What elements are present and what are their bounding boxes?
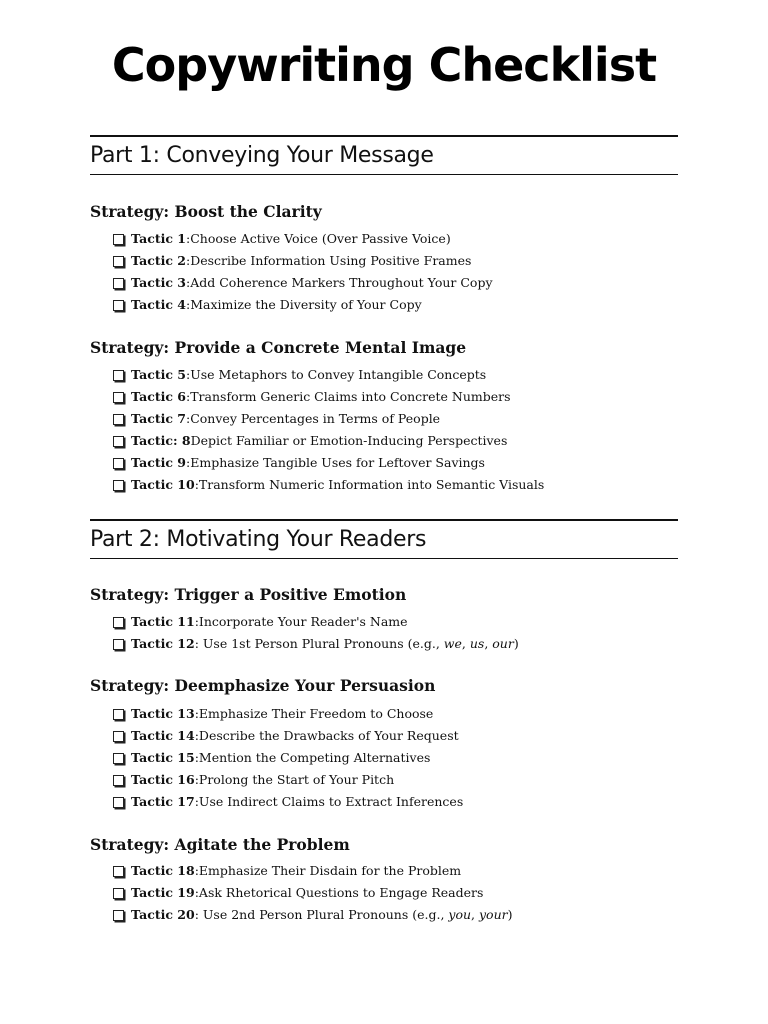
- tactic-separator: :: [186, 389, 191, 404]
- checkbox-icon[interactable]: [113, 639, 124, 650]
- strategy-heading: Strategy: Boost the Clarity: [90, 202, 322, 221]
- checkbox-icon[interactable]: [113, 797, 124, 808]
- tactic-separator: :: [194, 750, 199, 765]
- tactic-separator: :: [194, 728, 199, 743]
- tactic-item-12[interactable]: [112, 633, 519, 655]
- checkbox-icon[interactable]: [113, 910, 124, 921]
- strategy-heading: Strategy: Agitate the Problem: [90, 835, 350, 854]
- tactic-list: [112, 228, 493, 316]
- tactic-separator: :: [194, 772, 199, 787]
- tactic-name: Tactic 11: [131, 614, 195, 629]
- tactic-separator: :: [194, 794, 199, 809]
- example-word: we: [443, 636, 462, 651]
- tactic-text: Use Indirect Claims to Extract Inferences: [198, 794, 464, 809]
- example-word: your: [478, 907, 508, 922]
- example-close: ): [507, 907, 513, 922]
- checkbox-icon[interactable]: [113, 278, 124, 289]
- checkbox-icon[interactable]: [113, 731, 124, 742]
- tactic-separator: :: [194, 706, 199, 721]
- tactic-name: Tactic 14: [131, 728, 195, 743]
- example-comma: ,: [461, 636, 470, 651]
- tactic-name: Tactic: 8: [131, 433, 191, 448]
- tactic-text: Choose Active Voice (Over Passive Voice): [190, 231, 451, 246]
- tactic-separator: :: [186, 275, 191, 290]
- tactic-text: Use 1st Person Plural Pronouns (e.g.,: [198, 636, 444, 651]
- tactic-item-3[interactable]: [112, 272, 493, 294]
- checkbox-icon[interactable]: [113, 480, 124, 491]
- tactic-separator: :: [194, 614, 199, 629]
- tactic-text: Maximize the Diversity of Your Copy: [190, 297, 422, 312]
- tactic-separator: :: [186, 455, 191, 470]
- tactic-item-18[interactable]: [112, 860, 513, 882]
- tactic-item-13[interactable]: [112, 703, 463, 725]
- tactic-item-4[interactable]: [112, 294, 493, 316]
- tactic-name: Tactic 7: [131, 411, 186, 426]
- checkbox-icon[interactable]: [113, 234, 124, 245]
- tactic-text: Prolong the Start of Your Pitch: [198, 772, 395, 787]
- tactic-item-17[interactable]: [112, 791, 463, 813]
- tactic-separator: :: [194, 885, 199, 900]
- part-title: Part 1: Conveying Your Message: [90, 143, 434, 168]
- strategy-heading: Strategy: Deemphasize Your Persuasion: [90, 676, 436, 695]
- example-comma: ,: [471, 907, 479, 922]
- tactic-name: Tactic 19: [131, 885, 195, 900]
- tactic-item-6[interactable]: [112, 386, 544, 408]
- tactic-name: Tactic 15: [131, 750, 195, 765]
- page-title: Copywriting Checklist: [111, 38, 657, 92]
- example-word: us: [469, 636, 485, 651]
- checkbox-icon[interactable]: [113, 753, 124, 764]
- tactic-list: [112, 611, 519, 655]
- tactic-text: Describe Information Using Positive Frames: [190, 253, 472, 268]
- checkbox-icon[interactable]: [113, 775, 124, 786]
- strategy-heading: Strategy: Provide a Concrete Mental Image: [90, 338, 467, 357]
- tactic-name: Tactic 1: [131, 231, 186, 246]
- tactic-item-1[interactable]: [112, 228, 493, 250]
- tactic-text: Use 2nd Person Plural Pronouns (e.g.,: [198, 907, 449, 922]
- checkbox-icon[interactable]: [113, 709, 124, 720]
- example-word: our: [492, 636, 514, 651]
- checkbox-icon[interactable]: [113, 300, 124, 311]
- tactic-text: Transform Numeric Information into Semantic Visuals: [198, 477, 545, 492]
- tactic-separator: :: [186, 367, 191, 382]
- tactic-name: Tactic 4: [131, 297, 186, 312]
- strategy-heading: Strategy: Trigger a Positive Emotion: [90, 585, 407, 604]
- tactic-name: Tactic 9: [131, 455, 186, 470]
- tactic-item-9[interactable]: [112, 452, 544, 474]
- part-title: Part 2: Motivating Your Readers: [90, 527, 427, 552]
- tactic-text: Use Metaphors to Convey Intangible Concepts: [190, 367, 487, 382]
- checkbox-icon[interactable]: [113, 888, 124, 899]
- tactic-list: [112, 860, 513, 926]
- checkbox-icon[interactable]: [113, 458, 124, 469]
- example-comma: ,: [484, 636, 493, 651]
- tactic-separator: :: [194, 477, 199, 492]
- tactic-list: [112, 364, 544, 496]
- tactic-list: [112, 703, 463, 813]
- part-header-2: [90, 519, 678, 559]
- tactic-text: Ask Rhetorical Questions to Engage Readers: [198, 885, 484, 900]
- tactic-text: Incorporate Your Reader's Name: [198, 614, 408, 629]
- tactic-item-15[interactable]: [112, 747, 463, 769]
- checkbox-icon[interactable]: [113, 414, 124, 425]
- tactic-separator: :: [194, 907, 199, 922]
- tactic-text: Emphasize Their Disdain for the Problem: [198, 863, 462, 878]
- checkbox-icon[interactable]: [113, 370, 124, 381]
- tactic-name: Tactic 5: [131, 367, 186, 382]
- tactic-item-7[interactable]: [112, 408, 544, 430]
- tactic-name: Tactic 2: [131, 253, 186, 268]
- tactic-separator: :: [186, 411, 191, 426]
- tactic-text: Describe the Drawbacks of Your Request: [198, 728, 459, 743]
- tactic-item-20[interactable]: [112, 904, 513, 926]
- tactic-text: Mention the Competing Alternatives: [198, 750, 431, 765]
- tactic-item-19[interactable]: [112, 882, 513, 904]
- tactic-name: Tactic 16: [131, 772, 195, 787]
- tactic-name: Tactic 3: [131, 275, 186, 290]
- example-close: ): [513, 636, 519, 651]
- tactic-name: Tactic 6: [131, 389, 186, 404]
- tactic-separator: :: [186, 231, 191, 246]
- tactic-text: Convey Percentages in Terms of People: [190, 411, 441, 426]
- tactic-text: Depict Familiar or Emotion-Inducing Perspectives: [190, 433, 508, 448]
- example-word: you: [448, 907, 472, 922]
- tactic-text: Transform Generic Claims into Concrete Numbers: [190, 389, 511, 404]
- tactic-text: Add Coherence Markers Throughout Your Copy: [190, 275, 493, 290]
- checkbox-icon[interactable]: [113, 436, 124, 447]
- part-header-1: [90, 135, 678, 175]
- tactic-separator: :: [186, 253, 191, 268]
- checkbox-icon[interactable]: [113, 256, 124, 267]
- tactic-item-14[interactable]: [112, 725, 463, 747]
- tactic-separator: :: [194, 636, 199, 651]
- tactic-text: Emphasize Their Freedom to Choose: [198, 706, 434, 721]
- tactic-item-16[interactable]: [112, 769, 463, 791]
- tactic-separator: :: [186, 297, 191, 312]
- tactic-item-5[interactable]: [112, 364, 544, 386]
- tactic-name: Tactic 10: [131, 477, 195, 492]
- tactic-name: Tactic 18: [131, 863, 195, 878]
- checkbox-icon[interactable]: [113, 392, 124, 403]
- tactic-item-8[interactable]: [112, 430, 544, 452]
- tactic-name: Tactic 13: [131, 706, 195, 721]
- tactic-text: Emphasize Tangible Uses for Leftover Savings: [190, 455, 485, 470]
- tactic-item-11[interactable]: [112, 611, 519, 633]
- tactic-name: Tactic 20: [131, 907, 195, 922]
- tactic-item-2[interactable]: [112, 250, 493, 272]
- checkbox-icon[interactable]: [113, 617, 124, 628]
- tactic-name: Tactic 17: [131, 794, 195, 809]
- tactic-name: Tactic 12: [131, 636, 195, 651]
- checkbox-icon[interactable]: [113, 866, 124, 877]
- tactic-item-10[interactable]: [112, 474, 544, 496]
- tactic-separator: :: [194, 863, 199, 878]
